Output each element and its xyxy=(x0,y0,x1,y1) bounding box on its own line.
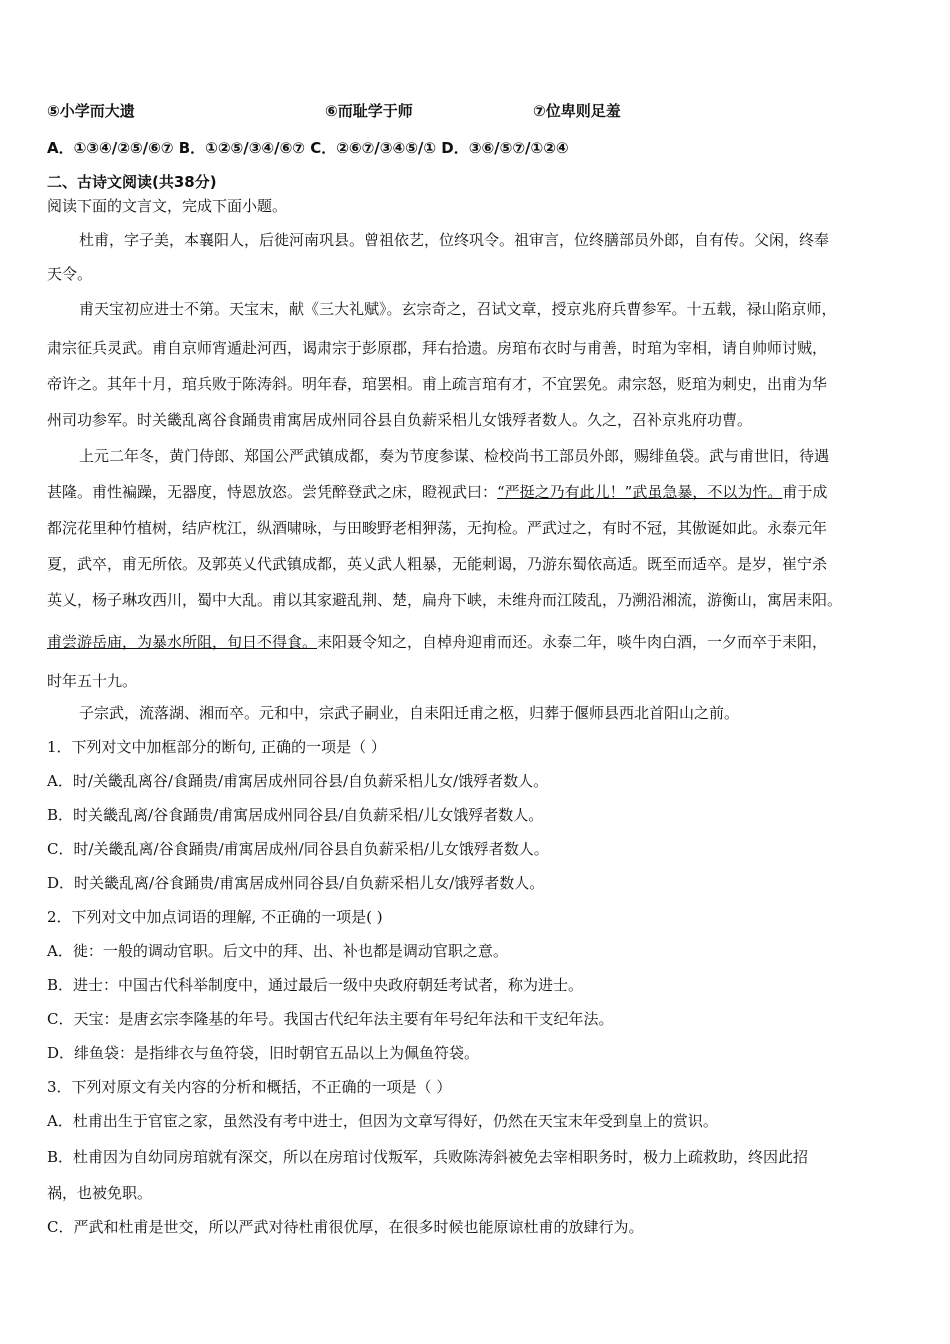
passage-p3-line3: 都浣花里种竹植树，结庐枕江，纵酒啸咏，与田畯野老相狎荡，无拘检。严武过之，有时不冠，其傲诞如此。永泰元年 xyxy=(47,519,828,537)
question-2-option-d: D．绯鱼袋：是指绯衣与鱼符袋，旧时朝官五品以上为佩鱼符袋。 xyxy=(47,1044,480,1062)
passage-p1-line1: 杜甫，字子美，本襄阳人，后徙河南巩县。曾祖依艺，位终巩令。祖审言，位终膳部员外郎，自有传。父闲，终奉 xyxy=(79,231,830,249)
passage-p2-line3: 帝许之。其年十月，琯兵败于陈涛斜。明年春，琯罢相。甫上疏言琯有才，不宜罢免。肃宗怒，贬琯为刺史，出甫为华 xyxy=(47,375,828,393)
passage-p2-line1: 甫天宝初应进士不第。天宝末，献《三大礼赋》。玄宗奇之，召试文章，授京兆府兵曹参军。十五载，禄山陷京师， xyxy=(79,300,837,318)
question-2-option-b: B．进士：中国古代科举制度中，通过最后一级中央政府朝廷考试者，称为进士。 xyxy=(47,976,584,994)
passage-p3-line2 xyxy=(47,481,827,503)
passage-p3-line5: 英乂，杨子琳攻西川，蜀中大乱。甫以其家避乱荆、楚，扁舟下峡，未维舟而江陵乱，乃溯沿湘流，游衡山，寓居耒阳。 xyxy=(47,591,843,609)
question-2-option-c: C．天宝：是唐玄宗李隆基的年号。我国古代纪年法主要有年号纪年法和干支纪年法。 xyxy=(47,1010,614,1028)
passage-p3-line6-b: 耒阳聂令知之，自棹舟迎甫而还。永泰二年，啖牛肉白酒，一夕而卒于耒阳， xyxy=(317,633,828,651)
answer-choices-line: A．①③④/②⑤/⑥⑦ B．①②⑤/③④/⑥⑦ C．②⑥⑦/③④⑤/① D．③⑥/⑤⑦/①②④ xyxy=(47,139,569,157)
passage-p3-line6 xyxy=(47,631,827,653)
question-2: 2．下列对文中加点词语的理解, 不正确的一项是( ) xyxy=(47,908,383,926)
question-3-option-b-line1: B．杜甫因为自幼同房琯就有深交，所以在房琯讨伐叛军，兵败陈涛斜被免去宰相职务时，极力上疏救助，终因此招 xyxy=(47,1148,809,1166)
question-1-option-d: D．时关畿乱离/谷食踊贵/甫寓居成州同谷县/自负薪采梠儿女/饿殍者数人。 xyxy=(47,874,545,892)
question-1-option-a: A．时/关畿乱离谷/食踊贵/甫寓居成州同谷县/自负薪采梠儿女/饿殍者数人。 xyxy=(47,772,549,790)
passage-p3-line2-c: 甫于成 xyxy=(782,483,828,501)
question-1-option-c: C．时/关畿乱离/谷食踊贵/甫寓居成州/同谷县自负薪采梠/儿女饿殍者数人。 xyxy=(47,840,549,858)
question-3-option-b-line2: 祸，也被免职。 xyxy=(47,1184,153,1202)
option-item-5: ⑤小学而大遗 xyxy=(47,102,135,120)
option-item-7: ⑦位卑则足羞 xyxy=(533,102,621,120)
question-2-option-a: A．徙：一般的调动官职。后文中的拜、出、补也都是调动官职之意。 xyxy=(47,942,508,960)
underlined-quote: “严挺之乃有此儿！”武虽急暴，不以为忤。 xyxy=(497,483,783,501)
option-item-6: ⑥而耻学于师 xyxy=(325,102,413,120)
question-3-option-c: C．严武和杜甫是世交，所以严武对待杜甫很优厚，在很多时候也能原谅杜甫的放肆行为。 xyxy=(47,1218,644,1236)
question-1: 1．下列对文中加框部分的断句, 正确的一项是（ ） xyxy=(47,738,386,756)
section-heading: 二、古诗文阅读(共38分) xyxy=(47,173,217,191)
question-1-option-b: B．时关畿乱离/谷食踊贵/甫寓居成州同谷县/自负薪采梠/儿女饿殍者数人。 xyxy=(47,806,544,824)
passage-p2-line2: 肃宗征兵灵武。甫自京师宵遁赴河西，谒肃宗于彭原郡，拜右拾遗。房琯布衣时与甫善，时琯为宰相，请自帅师讨贼， xyxy=(47,339,828,357)
passage-p1-line2: 天令。 xyxy=(47,265,93,283)
instruction-text: 阅读下面的文言文，完成下面小题。 xyxy=(47,197,288,215)
passage-p3-line4: 夏，武卒，甫无所依。及郭英乂代武镇成都，英乂武人粗暴，无能刺谒，乃游东蜀依高适。既至而适卒。是岁，崔宁杀 xyxy=(47,555,828,573)
passage-p2-line4: 州司功参军。时关畿乱离谷食踊贵甫寓居成州同谷县自负薪采梠儿女饿殍者数人。久之，召补京兆府功曹。 xyxy=(47,411,753,429)
passage-p4-line1: 子宗武，流落湖、湘而卒。元和中，宗武子嗣业，自耒阳迁甫之柩，归葬于偃师县西北首阳山之前。 xyxy=(79,704,740,722)
passage-p3-line7: 时年五十九。 xyxy=(47,672,138,690)
passage-p3-line2-a: 甚隆。甫性褊躁，无器度，恃恩放恣。尝凭醉登武之床，瞪视武曰： xyxy=(47,483,498,501)
passage-p3-line1: 上元二年冬，黄门侍郎、郑国公严武镇成都，奏为节度参谋、检校尚书工部员外郎，赐绯鱼袋。武与甫世旧，待遇 xyxy=(79,447,830,465)
question-3-option-a: A．杜甫出生于官宦之家，虽然没有考中进士，但因为文章写得好，仍然在天宝末年受到皇上的赏识。 xyxy=(47,1112,718,1130)
question-3: 3．下列对原文有关内容的分析和概括，不正确的一项是（ ） xyxy=(47,1078,452,1096)
underlined-sentence: 甫尝游岳庙，为暴水所阻，旬日不得食。 xyxy=(47,633,318,651)
